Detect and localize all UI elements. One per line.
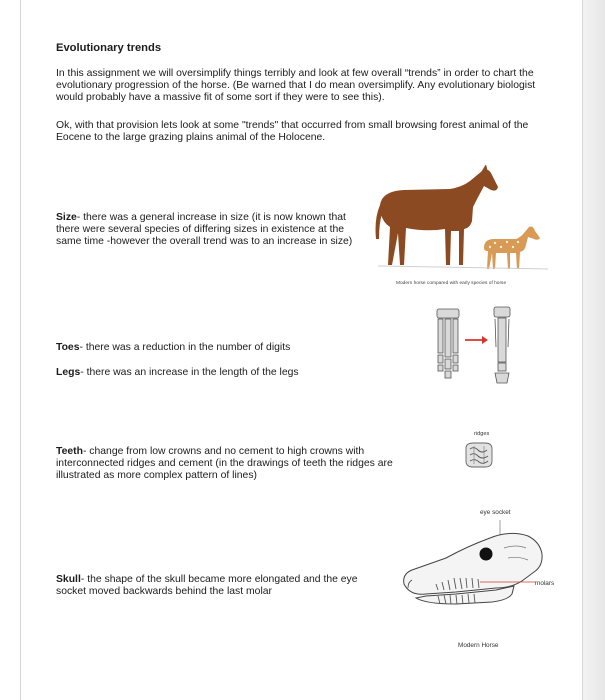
legs-text: - there was an increase in the length of the legs — [80, 367, 299, 378]
early-foot-bones-image — [437, 309, 459, 378]
horse-size-figure — [370, 165, 555, 280]
size-term: Size — [56, 212, 77, 223]
toes-paragraph — [56, 342, 290, 354]
toes-text: - there was a reduction in the number of digits — [79, 342, 291, 353]
legs-term: Legs — [56, 367, 81, 378]
skull-term: Skull — [56, 574, 81, 585]
eye-socket-label: eye socket — [480, 509, 511, 516]
teeth-term: Teeth — [56, 446, 83, 457]
eye-socket — [480, 548, 493, 561]
provision-paragraph: Ok, with that provision lets look at some "trends" that occurred from small browsing forest animal of the Eocene to the large grazing plains animal of the Holocene. — [56, 120, 529, 144]
legs-paragraph — [56, 367, 299, 379]
ridges-label: ridges — [474, 431, 490, 437]
intro-paragraph: In this assignment we will oversimplify things terribly and look at few overall “trends” in order to chart the evolutionary progression of the horse. (Be warned that I do mean oversimplify. Any evolutionary biologist would probably have a massive fit of some sort if they were to see this). — [56, 68, 536, 104]
teeth-text: - change from low crowns and no cement to high crowns with interconnected ridges and cement (in the drawings of teeth the ridges are illustrated as more complex pattern of lines) — [56, 446, 393, 482]
horse-figure-caption: Modern horse compared with early species of horse — [396, 281, 507, 286]
skull-text: - the shape of the skull became more elongated and the eye socket moved backwards behind the last molar — [56, 574, 358, 598]
toes-term: Toes — [56, 342, 80, 353]
page-edge — [583, 0, 605, 700]
skull-outline — [404, 533, 542, 604]
molars-label: molars — [535, 580, 555, 587]
modern-horse-image — [376, 165, 499, 265]
size-paragraph — [56, 212, 356, 249]
size-text: - there was a general increase in size (it is now known that there were several species of differing sizes in existence at the same time -however the overall trend was to an increase in size) — [56, 212, 353, 248]
early-horse-image — [484, 227, 540, 270]
skull-paragraph — [56, 574, 376, 598]
tooth-ridges-figure — [463, 441, 495, 469]
horse-skull-figure — [396, 518, 546, 618]
skull-caption: Modern Horse — [458, 642, 499, 649]
leg-bones-figure — [432, 305, 522, 385]
teeth-paragraph — [56, 446, 416, 483]
page-title: Evolutionary trends — [56, 42, 162, 54]
